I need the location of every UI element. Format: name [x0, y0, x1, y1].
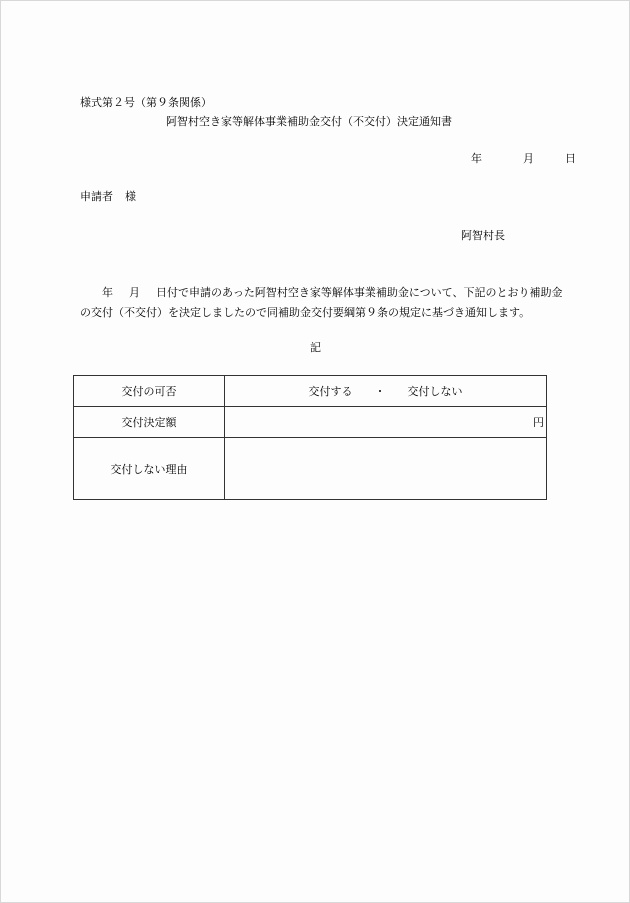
body-line-2: の交付（不交付）を決定しましたので同補助金交付要綱第９条の規定に基づき通知します。: [80, 306, 531, 319]
option-no-grant[interactable]: 交付しない: [407, 385, 463, 398]
issuer: 阿智村長: [461, 229, 505, 242]
row-label-amount: 交付決定額: [74, 407, 225, 438]
addressee-honorific: 様: [125, 190, 136, 203]
option-separator: ・: [374, 385, 386, 398]
body-line-1-rest: 日付で申請のあった阿智村空き家等解体事業補助金について、下記のとおり補助金: [156, 286, 563, 299]
addressee-name: 申請者: [80, 190, 113, 203]
approval-options: [225, 376, 547, 407]
date-day: 日: [565, 152, 576, 165]
amount-field[interactable]: [225, 407, 547, 438]
document-title: 阿智村空き家等解体事業補助金交付（不交付）決定通知書: [166, 115, 452, 128]
reason-field[interactable]: [225, 438, 547, 500]
ki-heading: 記: [310, 341, 321, 354]
body-text: [80, 283, 563, 323]
row-label-approval: 交付の可否: [74, 376, 225, 407]
addressee: [80, 190, 136, 204]
decision-table: [73, 375, 547, 500]
table-row: [74, 438, 547, 500]
date-year: 年: [471, 152, 482, 165]
date-month: 月: [523, 152, 534, 165]
amount-unit: 円: [533, 416, 544, 429]
date-line: [471, 152, 576, 166]
form-number: 様式第２号（第９条関係）: [80, 96, 212, 109]
body-line-1: [80, 283, 563, 303]
table-row: [74, 407, 547, 438]
row-label-reason: 交付しない理由: [74, 438, 225, 500]
table-row: [74, 376, 547, 407]
body-year: 年: [102, 286, 113, 299]
body-month: 月: [129, 286, 140, 299]
option-grant[interactable]: 交付する: [308, 385, 353, 398]
